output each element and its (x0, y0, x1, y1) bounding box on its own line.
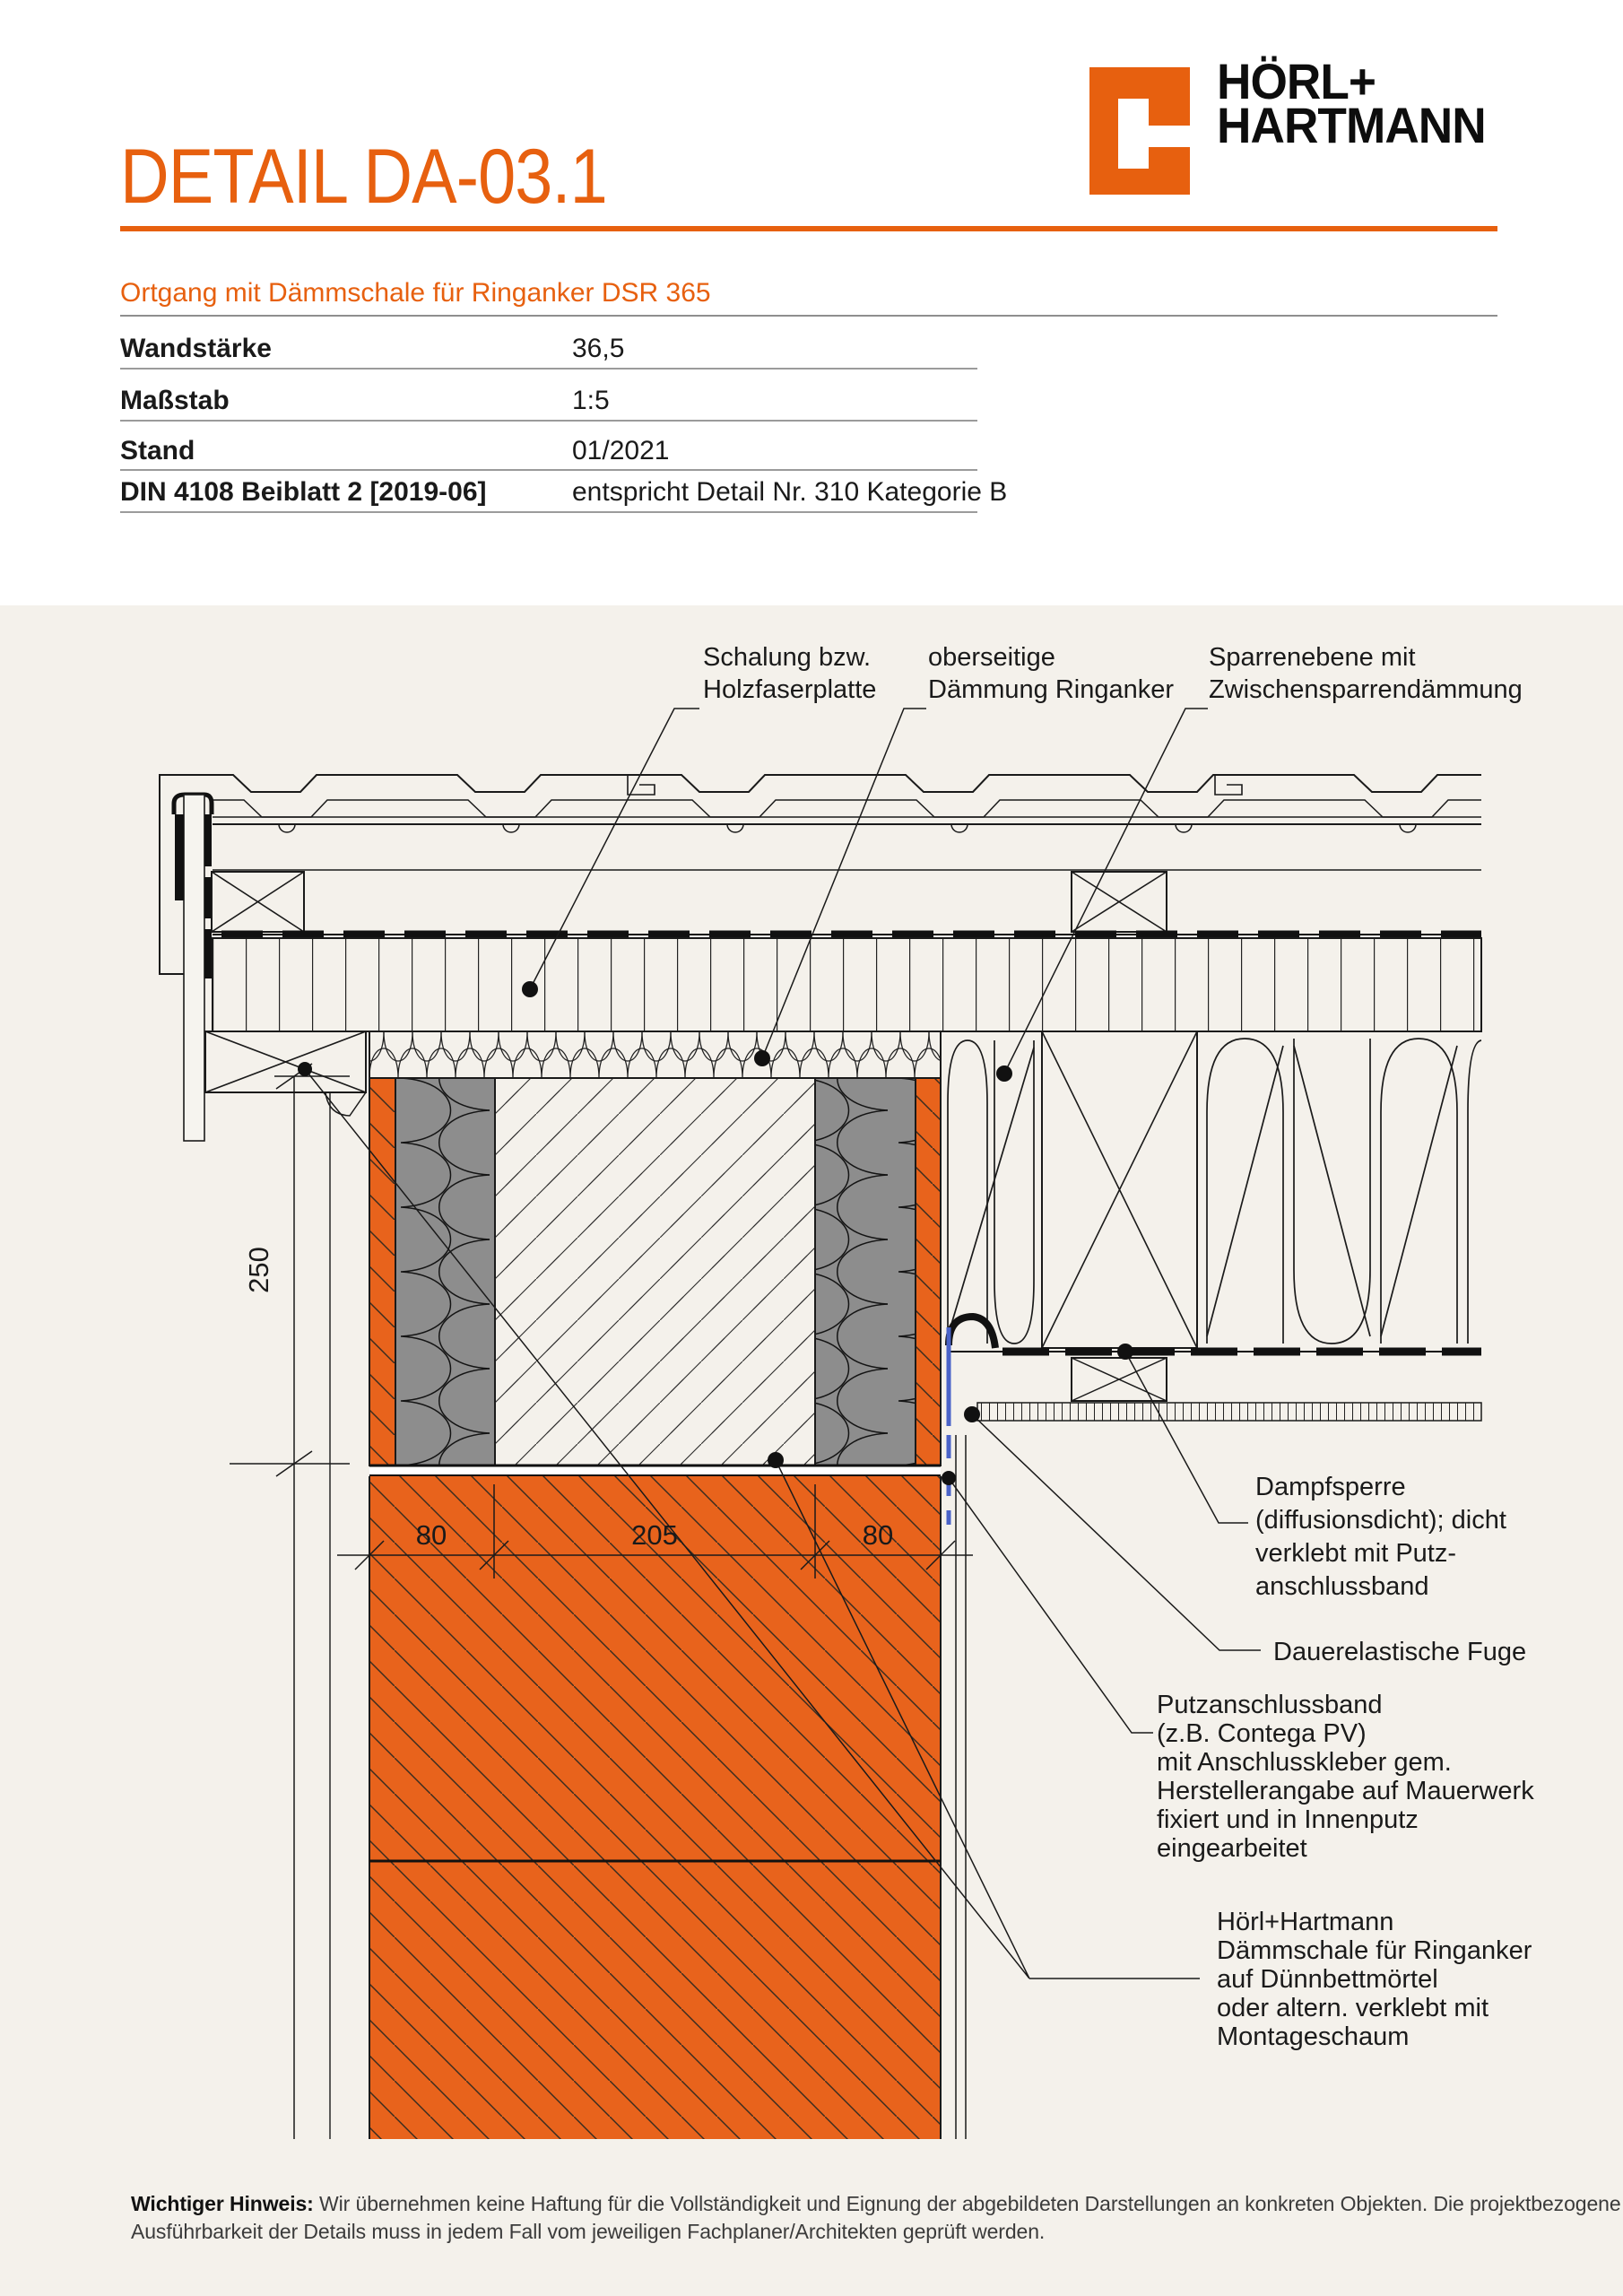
callout-putzband-line2: (z.B. Contega PV) (1157, 1719, 1367, 1748)
ceiling-batten (1072, 1358, 1167, 1401)
meta-value-massstab: 1:5 (572, 386, 610, 415)
rafter-insulation (941, 1031, 1481, 1344)
meta-label-din: DIN 4108 Beiblatt 2 [2019-06] (120, 477, 487, 507)
callout-dampfsperre-line1: Dampfsperre (1255, 1473, 1406, 1501)
meta-value-stand: 01/2021 (572, 436, 670, 465)
meta-label-wandstaerke: Wandstärke (120, 334, 272, 363)
ring-anchor-insulation-shell (369, 1078, 941, 1465)
callout-putzband-line4: Herstellerangabe auf Mauerwerk (1157, 1777, 1534, 1805)
interior-plaster (956, 1435, 966, 2139)
meta-label-stand: Stand (120, 436, 195, 465)
dimension-label-80-right: 80 (862, 1519, 894, 1551)
callout-daemmschale-line4: oder altern. verklebt mit (1217, 1994, 1489, 2022)
meta-label-massstab: Maßstab (120, 386, 230, 415)
footer-disclaimer (131, 2190, 1621, 2246)
brick-wall (369, 1476, 941, 2139)
callout-schalung-line2: Holzfaserplatte (703, 675, 877, 704)
callout-dampfsperre-line3: verklebt mit Putz- (1255, 1539, 1456, 1568)
callout-oberseitig-line1: oberseitige (928, 643, 1055, 672)
callout-putzband-line5: fixiert und in Innenputz (1157, 1805, 1419, 1834)
callout-oberseitig-line2: Dämmung Ringanker (928, 675, 1175, 704)
callout-daemmschale-line3: auf Dünnbettmörtel (1217, 1965, 1438, 1994)
logo-wordmark-line2: HARTMANN (1217, 97, 1486, 153)
verge-wood-blocking (205, 1031, 366, 2139)
dimension-label-250: 250 (243, 1247, 274, 1293)
callout-schalung-line1: Schalung bzw. (703, 643, 872, 672)
dimension-vertical-250 (230, 1064, 350, 2139)
rafter-section (1042, 1031, 1197, 1348)
vapour-barrier (949, 1317, 1481, 1352)
detail-subtitle: Ortgang mit Dämmschale für Ringanker DSR 365 (120, 278, 711, 308)
page-title: DETAIL DA-03.1 (120, 134, 607, 220)
logo-wordmark-line1: HÖRL+ (1217, 53, 1376, 109)
counter-battens (212, 872, 1167, 932)
ring-anchor-core (495, 1078, 815, 1465)
callout-daemmschale-line2: Dämmschale für Ringanker (1217, 1936, 1532, 1965)
interior-lining (977, 1403, 1481, 1421)
callout-fuge: Dauerelastische Fuge (1273, 1638, 1527, 1666)
callout-putzband-line3: mit Anschlusskleber gem. (1157, 1748, 1452, 1777)
callout-putzband-line6: eingearbeitet (1157, 1834, 1307, 1863)
footer-bold: Wichtiger Hinweis: (131, 2192, 314, 2215)
ring-anchor-top-insulation (369, 1031, 941, 1078)
callout-daemmschale-line1: Hörl+Hartmann (1217, 1908, 1394, 1936)
fascia-board (184, 795, 204, 1141)
meta-value-wandstaerke: 36,5 (572, 334, 625, 363)
dimension-label-205: 205 (631, 1519, 678, 1551)
dimension-label-80-left: 80 (415, 1519, 447, 1551)
callout-dampfsperre-line4: anschlussband (1255, 1572, 1429, 1601)
roof-tile-profile (160, 775, 1481, 832)
callout-putzband-line1: Putzanschlussband (1157, 1691, 1383, 1719)
callout-sparren-line2: Zwischensparrendämmung (1209, 675, 1523, 704)
callout-sparren-line1: Sparrenebene mit (1209, 643, 1416, 672)
callout-daemmschale-line5: Montageschaum (1217, 2022, 1410, 2051)
footer-line1: Wir übernehmen keine Haftung für die Vollständigkeit und Eignung der abgebildeten Darstellungen an konkreten Objekten. Die projektbezogene (319, 2192, 1621, 2215)
sheathing-board (213, 938, 1481, 1031)
bed-joint (369, 1465, 941, 1475)
callout-dampfsperre-line2: (diffusionsdicht); dicht (1255, 1506, 1506, 1535)
meta-value-din: entspricht Detail Nr. 310 Kategorie B (572, 477, 1008, 507)
footer-line2: Ausführbarkeit der Details muss in jedem Fall vom jeweiligen Fachplaner/Architekten geprüft werden. (131, 2220, 1046, 2243)
